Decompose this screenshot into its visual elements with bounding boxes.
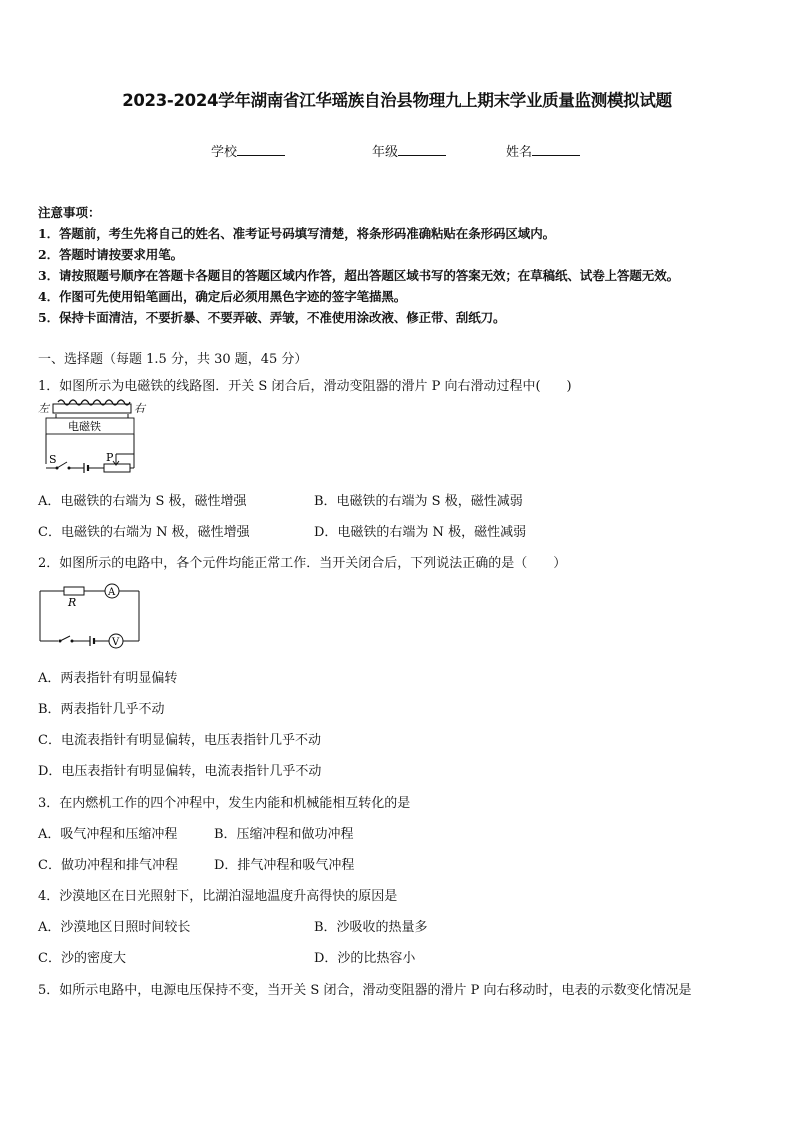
name-blank[interactable] [532,142,580,156]
option-d[interactable]: D．排气冲程和吸气冲程 [214,858,355,873]
notice-item: 1．答题前，考生先将自己的姓名、准考证号码填写清楚，将条形码准确粘贴在条形码区域内。 [38,226,555,241]
voltmeter-label: V [112,637,120,648]
option-c[interactable]: C．做功冲程和排气冲程 [38,858,178,873]
option-b[interactable]: B．沙吸收的热量多 [314,920,428,935]
notice-item: 5．保持卡面清洁，不要折暴、不要弄破、弄皱，不准使用涂改液、修正带、刮纸刀。 [38,310,506,325]
option-d[interactable]: D．电压表指针有明显偏转，电流表指针几乎不动 [38,764,322,779]
option-b[interactable]: B．压缩冲程和做功冲程 [214,827,354,842]
coil-label: 电磁铁 [68,420,101,433]
switch-blade [57,462,67,468]
switch-blade [60,636,70,641]
rheostat [104,464,130,472]
option-a[interactable]: A．吸气冲程和压缩冲程 [38,827,178,842]
switch-label: S [49,453,57,466]
school-field[interactable] [211,141,285,160]
option-b[interactable]: B．两表指针几乎不动 [38,702,165,717]
question-stem: 2．如图所示的电路中，各个元件均能正常工作．当开关闭合后，下列说法正确的是（ ） [38,556,567,571]
notice-item: 2．答题时请按要求用笔。 [38,247,183,262]
resistor-label: R [68,596,77,609]
resistor [64,587,84,595]
figure-label-right: 右 [134,402,145,415]
notice-item: 3．请按照题号顺序在答题卡各题目的答题区域内作答，超出答题区域书写的答案无效；在草稿纸、试卷上答题无效。 [38,268,680,283]
grade-label: 年级 [372,145,399,160]
grade-blank[interactable] [398,142,446,156]
question-stem: 1．如图所示为电磁铁的线路图．开关 S 闭合后，滑动变阻器的滑片 P 向右滑动过程中( ) [38,379,572,394]
option-c[interactable]: C．电流表指针有明显偏转，电压表指针几乎不动 [38,733,321,748]
slider-label: P [106,451,114,464]
notice-item: 4．作图可先使用铅笔画出，确定后必须用黑色字迹的签字笔描黑。 [38,289,407,304]
ammeter-label: A [108,587,116,598]
option-a[interactable]: A．沙漠地区日照时间较长 [38,920,191,935]
option-d[interactable]: D．沙的比热容小 [314,951,416,966]
notice-heading: 注意事项： [38,205,101,220]
name-label: 姓名 [506,145,533,160]
question-stem: 5．如所示电路中，电源电压保持不变，当开关 S 闭合，滑动变阻器的滑片 P 向右移动时，电表的示数变化情况是 [38,983,692,998]
option-a[interactable]: A．两表指针有明显偏转 [38,671,178,686]
school-blank[interactable] [237,142,285,156]
question-stem: 4．沙漠地区在日光照射下，比湖泊湿地温度升高得快的原因是 [38,889,398,904]
option-d[interactable]: D．电磁铁的右端为 N 极，磁性减弱 [314,525,527,540]
grade-field[interactable] [372,141,446,160]
page-title: 2023-2024学年湖南省江华瑶族自治县物理九上期末学业质量监测模拟试题 [122,91,672,110]
school-label: 学校 [211,145,238,160]
meter-circuit-figure [36,578,146,656]
option-b[interactable]: B．电磁铁的右端为 S 极，磁性减弱 [314,494,523,509]
figure-label-left: 左 [38,402,49,415]
option-c[interactable]: C．沙的密度大 [38,951,126,966]
question-stem: 3．在内燃机工作的四个冲程中，发生内能和机械能相互转化的是 [38,796,411,811]
section-heading: 一、选择题（每题 1.5 分，共 30 题，45 分） [38,352,308,367]
electromagnet-circuit-figure [36,398,156,478]
option-c[interactable]: C．电磁铁的右端为 N 极，磁性增强 [38,525,250,540]
name-field[interactable] [506,141,580,160]
option-a[interactable]: A．电磁铁的右端为 S 极，磁性增强 [38,494,247,509]
